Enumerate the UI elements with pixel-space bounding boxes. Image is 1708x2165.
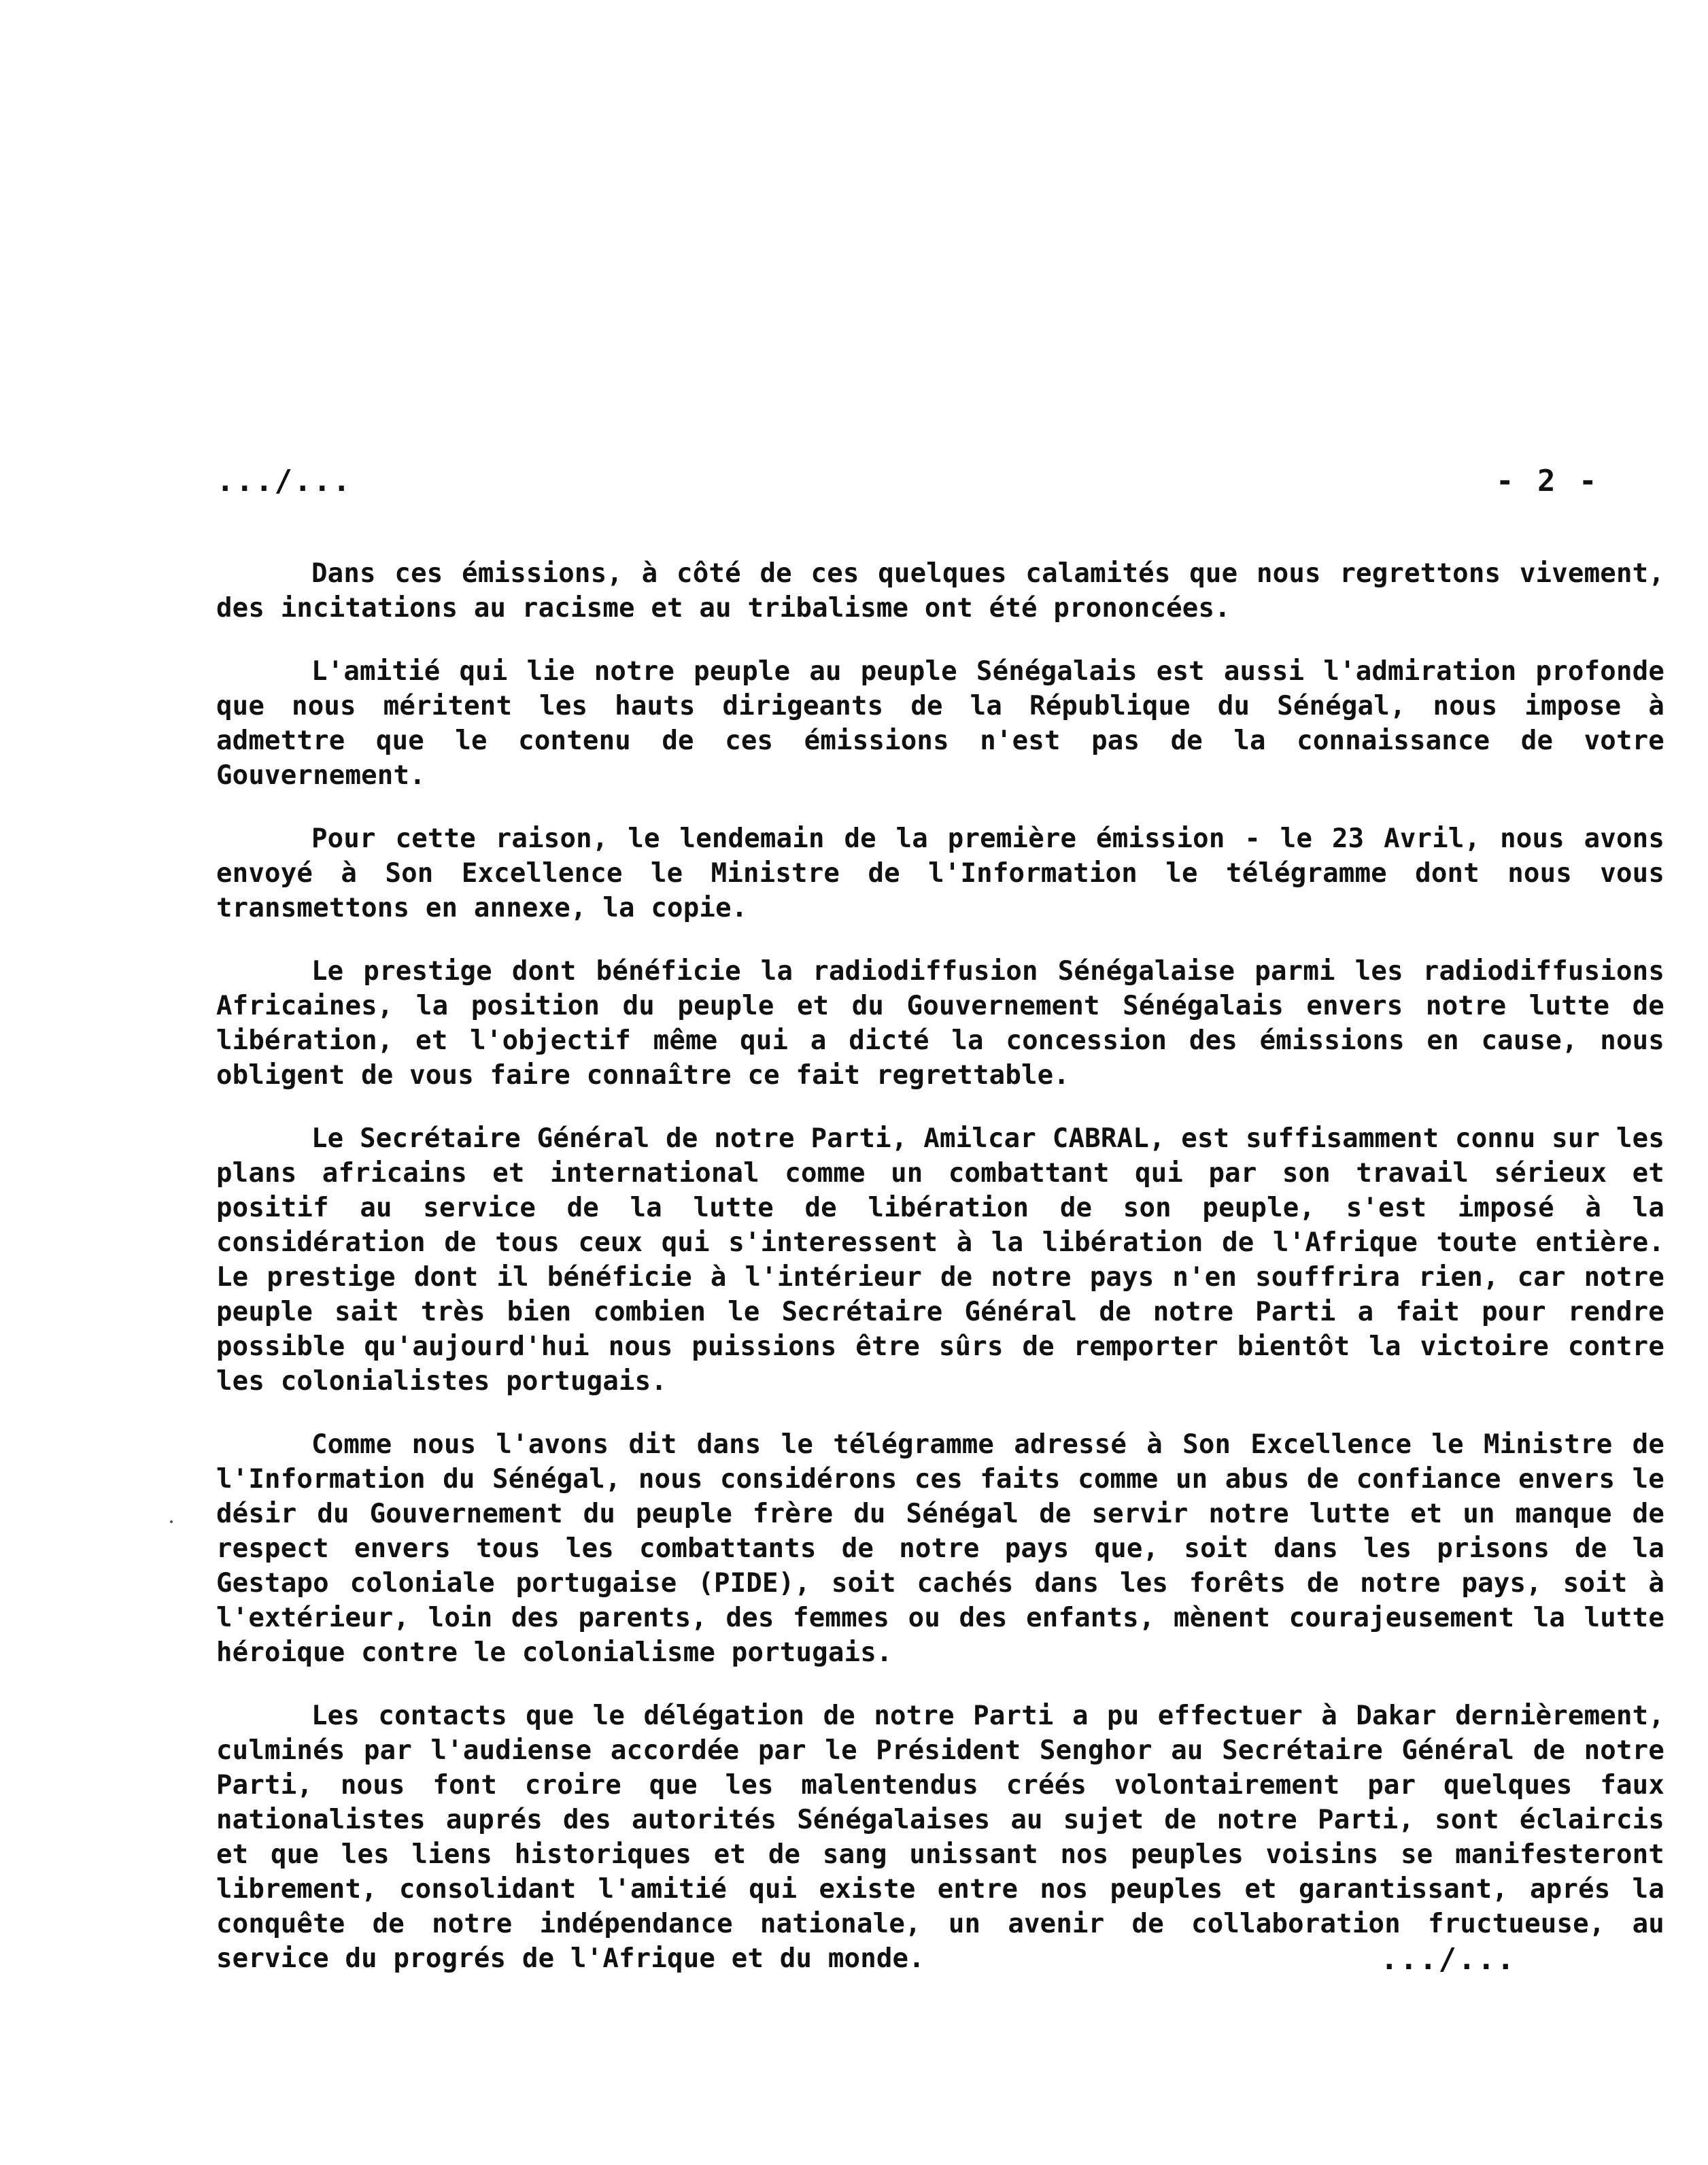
paragraph-7: Les contacts que le délégation de notre Parti a pu effectuer à Dakar dernièrement, culminés par l'audiense accordée par le Président Senghor au Secrétaire Général de notre Parti, nous font croire que les malentendus créés volontairement par quelques faux nationalistes auprés des autorités Sénégalaises au sujet de notre Parti, sont éclaircis et que les liens historiques et de sang unissant nos peuples voisins se manifesteront librement, consolidant l'amitié qui existe entre nos peuples et garantissant, aprés la conquête de notre indépendance nationale, un avenir de collaboration fructueuse, au service du progrés de l'Afrique et du monde. xyxy=(216,1701,1664,1974)
paragraph-3: Pour cette raison, le lendemain de la première émission - le 23 Avril, nous avons envoyé à Son Excellence le Ministre de l'Information le télégramme dont nous vous transmettons en annexe, la copie. xyxy=(216,823,1664,923)
paragraph-6: Comme nous l'avons dit dans le télégramme adressé à Son Excellence le Ministre de l'Information du Sénégal, nous considérons ces faits comme un abus de confiance envers le désir du Gouvernement du peuple frère du Sénégal de servir notre lutte et un manque de respect envers tous les combattants de notre pays que, soit dans les prisons de la Gestapo coloniale portugaise (PIDE), soit cachés dans les forêts de notre pays, soit à l'extérieur, loin des parents, des femmes ou des enfants, mènent courajeusement la lutte héroique contre le colonialisme portugais. xyxy=(216,1429,1664,1668)
paragraph-4: Le prestige dont bénéficie la radiodiffusion Sénégalaise parmi les radiodiffusions Africaines, la position du peuple et du Gouvernement Sénégalais envers notre lutte de libération, et l'objectif même qui a dicté la concession des émissions en cause, nous obligent de vous faire connaître ce fait regrettable. xyxy=(216,956,1664,1091)
footer-continuation-mark: .../... xyxy=(1380,1942,1516,1977)
paragraph-2: L'amitié qui lie notre peuple au peuple Sénégalais est aussi l'admiration profonde que nous méritent les hauts dirigeants de la République du Sénégal, nous impose à admettre que le contenu de ces émissions n'est pas de la connaissance de votre Gouvernement. xyxy=(216,656,1664,791)
paragraph-1: Dans ces émissions, à côté de ces quelques calamités que nous regrettons vivement, des incitations au racisme et au tribalisme ont été prononcées. xyxy=(216,558,1664,624)
paragraph-5: Le Secrétaire Général de notre Parti, Amilcar CABRAL, est suffisamment connu sur les plans africains et international comme un combattant qui par son travail sérieux et positif au service de la lutte de libération de son peuple, s'est imposé à la considération de tous ceux qui s'interessent à la libération de l'Afrique toute entière. Le prestige dont il bénéficie à l'intérieur de notre pays n'en souffrira rien, car notre peuple sait très bien combien le Secrétaire Général de notre Parti a fait pour rendre possible qu'aujourd'hui nous puissions être sûrs de remporter bientôt la victoire contre les colonialistes portugais. xyxy=(216,1123,1664,1397)
scan-speck xyxy=(170,1520,173,1523)
page-number: - 2 - xyxy=(1496,464,1600,498)
letter-body xyxy=(216,556,1664,2005)
header-continuation-mark: .../... xyxy=(216,464,352,498)
